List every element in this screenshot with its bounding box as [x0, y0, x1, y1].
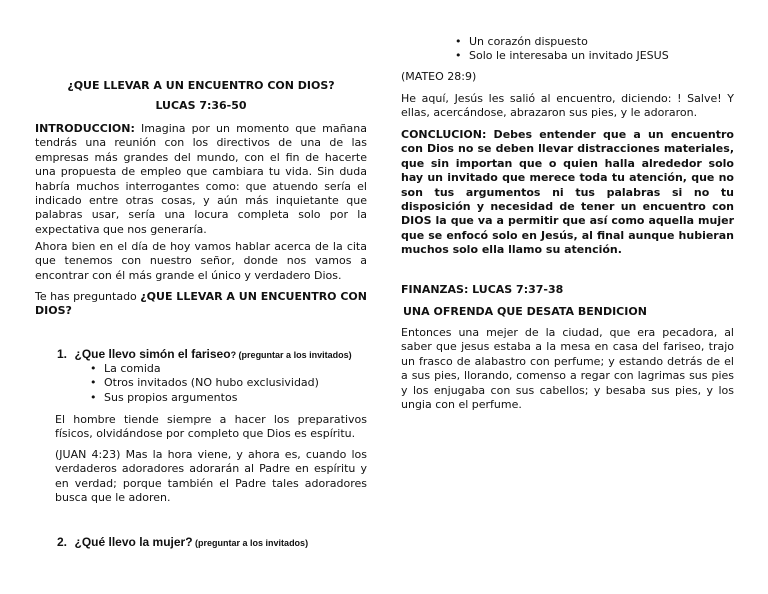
item-heading: ¿Que llevo simón el fariseo — [74, 347, 231, 361]
item1-bullet-list — [88, 362, 368, 405]
scripture-reference: LUCAS 7:36-50 — [155, 99, 247, 112]
item-number: 2. — [57, 535, 68, 549]
list-item: • La comida — [88, 362, 368, 376]
finanzas-heading: FINANZAS: LUCAS 7:37-38 — [401, 283, 564, 296]
page-title: ¿QUE LLEVAR A UN ENCUENTRO CON DIOS? — [67, 79, 335, 92]
list-item: • Un corazón dispuesto — [453, 35, 733, 49]
item-heading: ¿Qué llevo la mujer? — [74, 535, 193, 549]
list-item-1 — [57, 347, 377, 362]
paragraph-espiritu: El hombre tiende siempre a hacer los preparativos físicos, olvidándose por completo que Dios es espíritu. — [55, 413, 367, 441]
item-number: 1. — [57, 347, 68, 361]
item-note: ? (preguntar a los invitados) — [230, 350, 352, 360]
final-paragraph: Entonces una mejer de la ciudad, que era pecadora, al saber que jesus estaba a la mesa en casa del fariseo, trajo un frasco de alabastro con perfume; y estando detrás de el a sus pies, llorando, comenso a regar con lagrimas sus pies y los enjugaba con sus cabellos; y besaba sus pies, y los ungia con el perfume. — [401, 326, 734, 412]
right-bullet-list — [453, 35, 733, 64]
introduction-text: Imagina por un momento que mañana tendrás una reunión con los directivos de una de las empresas más grandes del mundo, con el fin de hacerte una propuesta de empleo que cambiara tu vida. Sin duda habría muchos interrogantes como: que atuendo sería el indicado entre otras cosas, y aún más inquietante que palabras usar, sería una locura completa solo por la expectativa que nos generaría. — [35, 122, 367, 236]
paragraph-cita: Ahora bien en el día de hoy vamos hablar acerca de la cita que tenemos con nuestro señor, donde nos vamos a encontrar con él más grande el único y verdadero Dios. — [35, 240, 367, 282]
introduction-label: INTRODUCCION: — [35, 122, 135, 135]
question-bold: ¿QUE LLEVAR A UN ENCUENTRO CON DIOS? — [35, 290, 367, 318]
conclusion-paragraph: CONCLUCION: Debes entender que a un encuentro con Dios no se deben llevar distracciones materiales, que sin importan que o quien halla alrededor solo hay un invitado que merece toda tu atención, que no son tus argumentos ni tus palabras si no tu disposición y necesidad de tener un encuentro con DIOS la que va a permitir que así como aquella mujer que se enfocó solo en Jesús, al final aunque hubieran muchos solo ella llamo su atención. — [401, 128, 734, 257]
verse-paragraph: He aquí, Jesús les salió al encuentro, diciendo: ! Salve! Y ellas, acercándose, abrazaron sus pies, y le adoraron. — [401, 92, 734, 120]
item-note: (preguntar a los invitados) — [192, 538, 309, 548]
list-item: • Solo le interesaba un invitado JESUS — [453, 49, 733, 63]
question-paragraph — [35, 290, 367, 319]
question-prefix: Te has preguntado — [35, 290, 141, 303]
list-item: • Otros invitados (NO hubo exclusividad) — [88, 376, 368, 390]
introduction-paragraph — [35, 122, 367, 237]
list-item: • Sus propios argumentos — [88, 391, 368, 405]
list-item-2 — [57, 535, 377, 550]
mateo-reference: (MATEO 28:9) — [401, 70, 477, 83]
paragraph-juan: (JUAN 4:23) Mas la hora viene, y ahora es, cuando los verdaderos adoradores adorarán al Padre en espíritu y en verdad; porque también el Padre tales adoradores busca que le adoren. — [55, 448, 367, 505]
ofrenda-heading: UNA OFRENDA QUE DESATA BENDICION — [403, 305, 647, 318]
